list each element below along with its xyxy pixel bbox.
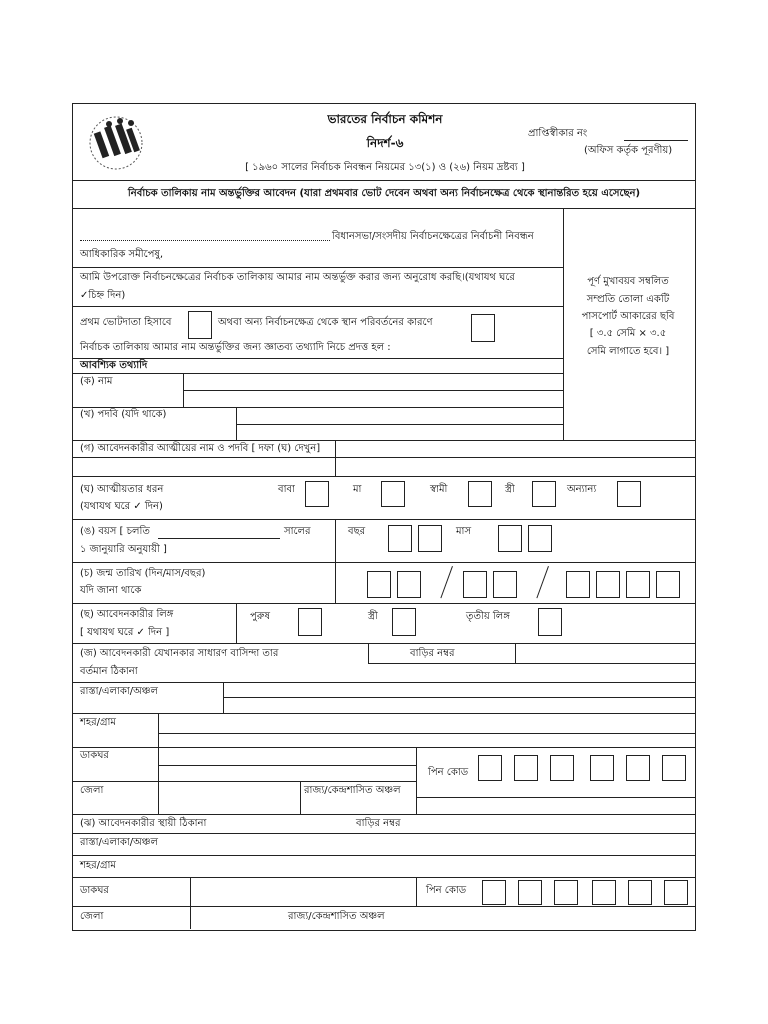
relative-name-label: (গ) আবেদনকারীর আত্মীয়ের নাম ও পদবি [ দফা (ঘ) দেখুন] (80, 443, 321, 454)
permanent-post-office-label: ডাকঘর (80, 885, 109, 896)
rule-reference: [ ১৯৬০ সালের নির্বাচক নিবন্ধন নিয়মের ১৩(১) ও (২৬) নিয়ম দ্রষ্টব্য ] (245, 162, 525, 173)
info-line: নির্বাচক তালিকায় আমার নাম অন্তর্ভুক্তির জন্য জ্ঞাতব্য তথ্যাদি নিচে প্রদত্ত হল : (80, 342, 391, 353)
relation-father-checkbox[interactable] (305, 481, 329, 507)
dob-hint: যদি জানা থাকে (80, 585, 142, 596)
permanent-district-label: জেলা (80, 911, 104, 922)
dob-year-digit-2[interactable] (596, 571, 620, 598)
permanent-pin-code-label: পিন কোড (426, 885, 467, 896)
relation-mother-label: মা (353, 484, 362, 495)
receipt-number-label: প্রাপ্তিস্বীকার নং (528, 128, 588, 139)
dob-year-digit-3[interactable] (626, 571, 650, 598)
age-reference-date: ১ জানুয়ারি অনুযায়ী ] (80, 544, 167, 555)
permanent-state-label: রাজ্য/কেন্দ্রশাসিত অঞ্চল (288, 911, 385, 922)
town-label: শহর/গ্রাম (80, 717, 116, 728)
months-label: মাস (456, 526, 472, 537)
relation-wife-checkbox[interactable] (532, 481, 556, 507)
post-office-label: ডাকঘর (80, 750, 109, 761)
relation-mother-checkbox[interactable] (381, 481, 405, 507)
office-use-note: (অফিস কর্তৃক পূরণীয়) (584, 145, 673, 156)
gender-third-checkbox[interactable] (538, 608, 562, 636)
age-label: (ঙ) বয়স [ চলতি (80, 526, 150, 537)
name-label: (ক) নাম (80, 376, 113, 387)
dob-day-digit-2[interactable] (397, 571, 421, 598)
permanent-pin-digit-3[interactable] (554, 880, 578, 905)
district-label: জেলা (80, 785, 104, 796)
salutation: আধিকারিক সমীপেষু, (80, 249, 164, 260)
first-time-voter-label: প্রথম ভোটদাতা হিসাবে (80, 317, 172, 328)
current-address-label-2: বর্তমান ঠিকানা (80, 666, 138, 677)
permanent-pin-digit-2[interactable] (518, 880, 542, 905)
relation-wife-label: স্ত্রী (505, 484, 515, 495)
age-year-field[interactable] (158, 538, 280, 539)
pin-digit-5[interactable] (626, 755, 650, 781)
photo-note-line2: সম্প্রতি তোলা একটি (586, 294, 670, 305)
house-number-label: বাড়ির নম্বর (410, 648, 455, 659)
permanent-pin-digit-1[interactable] (482, 880, 506, 905)
essentials-heading: আবশ্যিক তথ্যাদি (80, 360, 148, 371)
street-label: রাস্তা/এলাকা/অঞ্চল (80, 686, 158, 697)
first-time-voter-checkbox[interactable] (188, 311, 212, 339)
request-text: আমি উপরোক্ত নির্বাচনক্ষেত্রের নির্বাচক তালিকায় আমার নাম অন্তর্ভুক্ত করার জন্য অনুরোধ করছি।(যথাযথ ঘরে (80, 272, 515, 283)
pin-digit-6[interactable] (662, 755, 686, 781)
dob-month-digit-2[interactable] (493, 571, 517, 598)
permanent-pin-digit-4[interactable] (592, 880, 616, 905)
receipt-number-field[interactable] (624, 140, 688, 141)
pin-digit-4[interactable] (590, 755, 614, 781)
gender-tick-hint: [ যথাযথ ঘরে ✓ দিন ] (80, 627, 170, 638)
shift-label: অথবা অন্য নির্বাচনক্ষেত্র থেকে স্থান পরিবর্তনের কারণে (218, 317, 433, 328)
constituency-field[interactable] (80, 240, 330, 241)
dob-year-digit-1[interactable] (566, 571, 590, 598)
form-title: নির্বাচক তালিকায় নাম অন্তর্ভুক্তির আবেদন (যারা প্রথমবার ভোট দেবেন অথবা অন্য নির্বাচনক্ষেত্র থেকে স্থানান্তরিত হয়ে এসেছেন) (127, 188, 641, 199)
state-label: রাজ্য/কেন্দ্রশাসিত অঞ্চল (304, 785, 401, 796)
election-commission-logo-icon (85, 112, 147, 174)
relation-husband-checkbox[interactable] (468, 481, 492, 507)
dob-day-digit-1[interactable] (367, 571, 391, 598)
pin-digit-3[interactable] (550, 755, 574, 781)
gender-third-label: তৃতীয় লিঙ্গ (466, 611, 510, 622)
years-label: বছর (348, 526, 366, 537)
age-months-digit-2[interactable] (528, 525, 552, 552)
age-months-digit-1[interactable] (498, 525, 522, 552)
surname-label: (খ) পদবি (যদি থাকে) (80, 409, 167, 420)
pin-digit-2[interactable] (514, 755, 538, 781)
permanent-street-label: রাস্তা/এলাকা/অঞ্চল (80, 837, 158, 848)
permanent-house-number-label: বাড়ির নম্বর (356, 818, 401, 829)
relation-father-label: বাবা (278, 484, 295, 495)
dob-year-digit-4[interactable] (656, 571, 680, 598)
gender-female-checkbox[interactable] (392, 608, 416, 636)
age-year-suffix: সালের (284, 526, 311, 537)
age-years-digit-1[interactable] (388, 525, 412, 552)
gender-male-checkbox[interactable] (298, 608, 322, 636)
gender-male-label: পুরুষ (250, 611, 270, 622)
photo-note-line5: সেমি লাগাতে হবে। ] (586, 346, 670, 357)
shift-checkbox[interactable] (471, 314, 495, 342)
form-number: নিদর্শ-৬ (366, 136, 404, 150)
permanent-pin-digit-5[interactable] (628, 880, 652, 905)
request-tick-hint: ✓চিহ্ন দিন) (80, 290, 126, 301)
gender-label: (ছ) আবেদনকারীর লিঙ্গ (80, 609, 174, 620)
permanent-address-label: (ঝ) আবেদনকারীর স্থায়ী ঠিকানা (80, 818, 207, 829)
relation-other-label: অন্যান্য (567, 484, 597, 495)
age-years-digit-2[interactable] (418, 525, 442, 552)
photo-note-line4: [ ৩.৫ সেমি × ৩.৫ (589, 328, 667, 339)
gender-female-label: স্ত্রী (368, 611, 378, 622)
photo-note-line1: পূর্ণ মুখাবয়ব সম্বলিত (587, 276, 669, 287)
photo-note-line3: পাসপোর্ট আকারের ছবি (581, 311, 675, 322)
relation-husband-label: স্বামী (430, 484, 448, 495)
dob-label: (চ) জন্ম তারিখ (দিন/মাস/বছর) (80, 568, 206, 579)
current-address-label: (জ) আবেদনকারী যেখানকার সাধারণ বাসিন্দা তার (80, 648, 279, 659)
constituency-suffix: বিধানসভা/সংসদীয় নির্বাচনক্ষেত্রের নির্বাচনী নিবন্ধন (332, 231, 534, 242)
form-border (72, 103, 696, 931)
permanent-pin-digit-6[interactable] (664, 880, 688, 905)
pin-code-label: পিন কোড (428, 767, 469, 778)
dob-month-digit-1[interactable] (463, 571, 487, 598)
relation-tick-hint: (যথাযথ ঘরে ✓ দিন) (80, 501, 163, 512)
commission-name: ভারতের নির্বাচন কমিশন (327, 112, 443, 126)
pin-digit-1[interactable] (478, 755, 502, 781)
relation-other-checkbox[interactable] (617, 481, 641, 507)
permanent-town-label: শহর/গ্রাম (80, 860, 116, 871)
relation-type-label: (ঘ) আত্মীয়তার ধরন (80, 484, 164, 495)
